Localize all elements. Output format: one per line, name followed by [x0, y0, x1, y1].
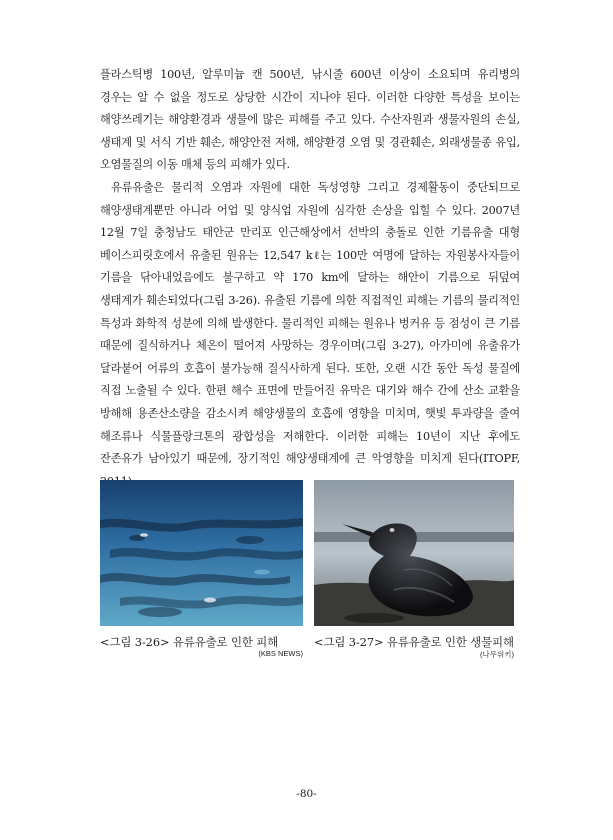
figure-3-27-source: (나무위키) — [480, 650, 514, 659]
paragraph-oil-spill: 유류유출은 물리적 오염과 자원에 대한 독성영향 그리고 경제활동이 중단되므로 해양생태계뿐만 아니라 어업 및 양식업 자원에 심각한 손상을 입힐 수 있다. 2007년 12월 7일 충청남도 태안군 만리포 인근해상에서 선박의 충돌로 인한 기름유출 대형 베이스피릿호에서 유출된 원유는 12,547 kℓ는 100만 여명에 달하는 자원봉사자들이 기름을 닦아내었음에도 불구하고 약 170 km에 달하는 해안이 기름으로 뒤덮여 생태계가 훼손되었다(그림 3-26). 유출된 기름에 의한 직접적인 피해는 기름의 물리적인 특성과 화학적 성분에 의해 발생한다. 물리적인 피해는 원유나 벙커유 등 점성이 큰 기름 때문에 질식하거나 체온이 떨어져 사망하는 경우이며(그림 3-27), 아가미에 유출유가 달라붙어 어류의 호흡이 불가능해 질식사하게 된다. 또한, 오랜 시간 동안 독성 물질에 직접 노출될 수 있다. 한편 해수 표면에 만들어진 유막은 대기와 해수 간에 산소 교환을 방해해 용존산소량을 감소시켜 해양생물의 호흡에 영향을 미치며, 햇빛 투과량을 줄여 해조류나 식물플랑크톤의 광합성을 저해한다. 이러한 피해는 10년이 지난 후에도 잔존유가 남아있기 때문에, 장기적인 해양생태계에 큰 악영향을 미치게 된다(ITOPF, — [100, 180, 520, 466]
page-number: -80- — [296, 788, 317, 800]
figure-3-26-source: (KBS NEWS) — [258, 649, 303, 658]
oil-slick-sea-photo — [100, 480, 303, 626]
figure-3-26 — [100, 480, 303, 658]
figure-3-27 — [314, 480, 514, 660]
figure-3-27-caption: <그림 3-27> 유류유출로 인한 생물피해 — [314, 635, 514, 649]
body-text — [100, 64, 520, 493]
paragraph-marine-debris: 플라스틱병 100년, 알루미늄 캔 500년, 낚시줄 600년 이상이 소요되며 유리병의 경우는 알 수 없을 정도로 상당한 시간이 지나야 된다. 이러한 다양한 특성을 보이는 해양쓰레기는 해양환경과 생물에 많은 피해를 주고 있다. 수산자원과 생물자원의 손실, 생태계 및 서식 기반 훼손, 해양안전 저해, 해양환경 오염 및 경관훼손, 외래생물종 유입, 오염물질의 이동 매체 등의 피해가 있다. — [100, 68, 520, 172]
figure-3-26-caption: <그림 3-26> 유류유출로 인한 피해 — [100, 635, 279, 649]
oiled-bird-photo — [314, 480, 514, 626]
